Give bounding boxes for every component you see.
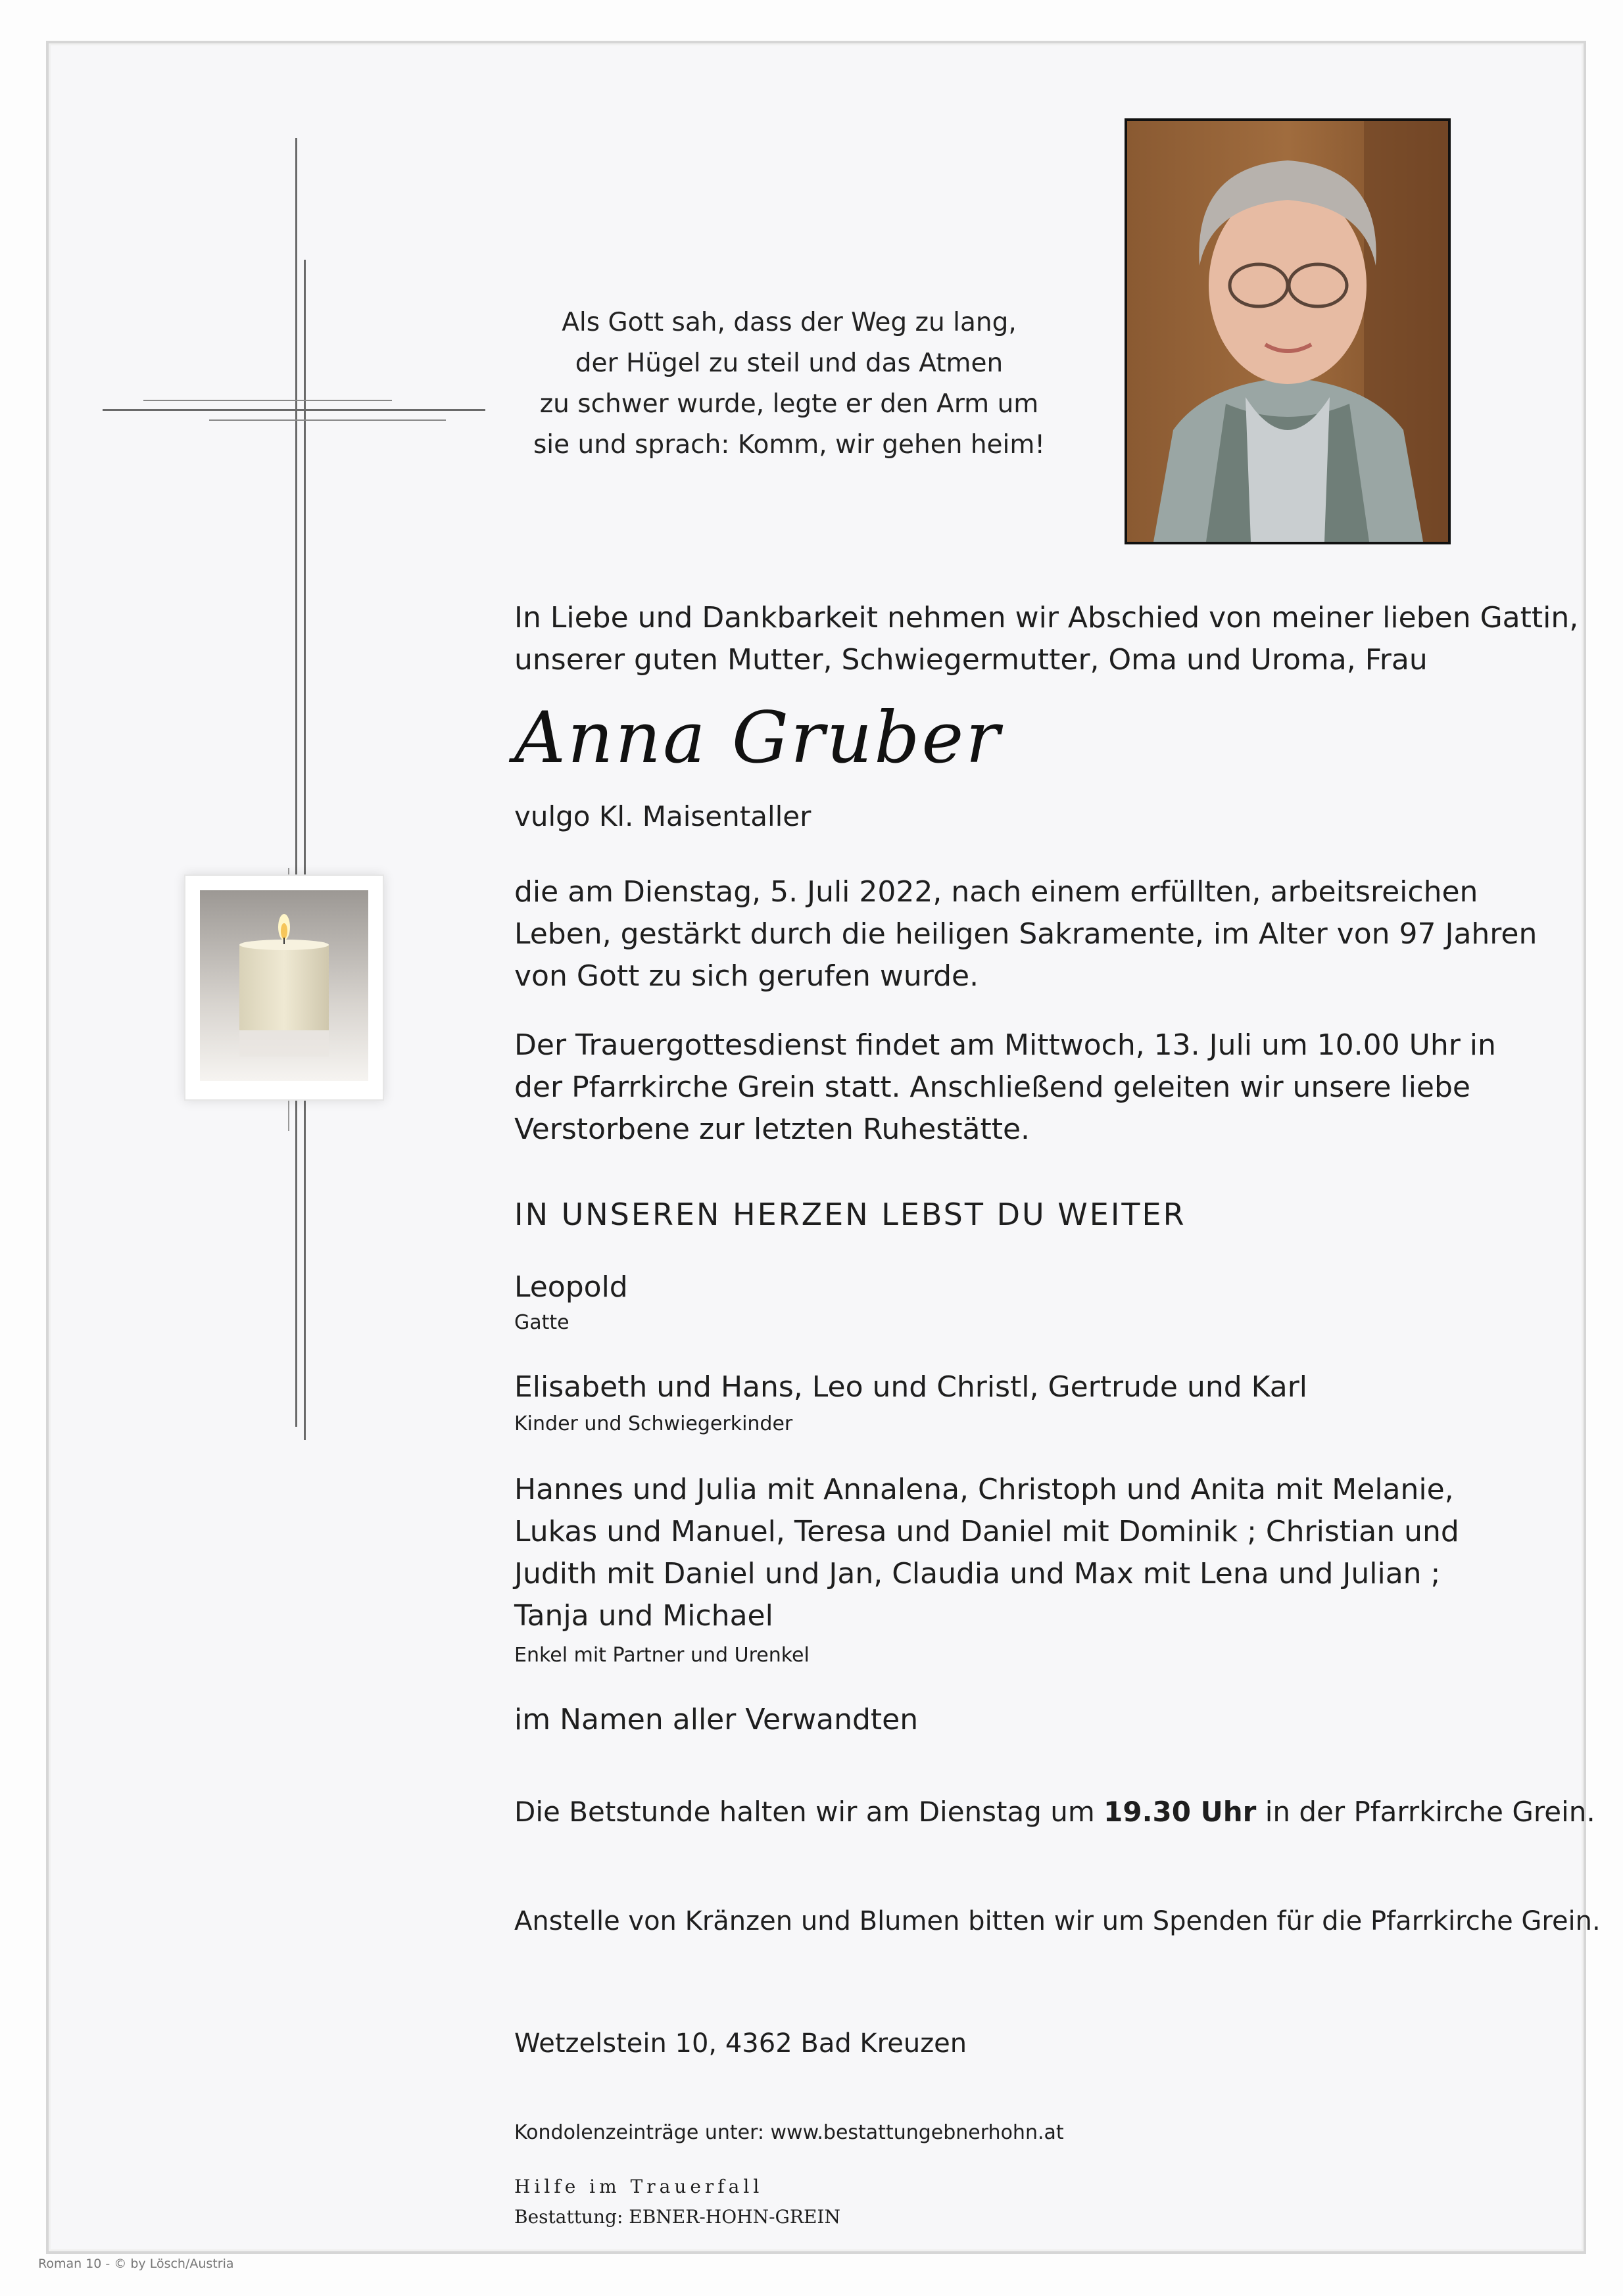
imprint: Roman 10 - © by Lösch/Austria	[38, 2257, 234, 2271]
condolence-link[interactable]: Kondolenzeinträge unter: www.bestattungebnerhohn.at	[514, 2121, 1064, 2144]
grandchildren-line: Judith mit Daniel und Jan, Claudia und Max mit Lena und Julian ;	[514, 1557, 1441, 1590]
grandchildren-role: Enkel mit Partner und Urenkel	[514, 1644, 810, 1667]
undertaker-name: Bestattung: EBNER-HOHN-GREIN	[514, 2206, 840, 2228]
prayer-hour-text: Die Betstunde halten wir am Dienstag um	[514, 1796, 1104, 1828]
undertaker-slogan: Hilfe im Trauerfall	[514, 2176, 763, 2197]
funeral-line: Der Trauergottesdienst findet am Mittwoch, 13. Juli um 10.00 Uhr in	[514, 1028, 1496, 1062]
portrait-photo	[1125, 118, 1451, 544]
death-notice	[514, 871, 1537, 997]
family-address: Wetzelstein 10, 4362 Bad Kreuzen	[514, 2028, 967, 2059]
quote-line: zu schwer wurde, legte er den Arm um	[539, 389, 1039, 419]
grandchildren-line: Hannes und Julia mit Annalena, Christoph und Anita mit Melanie,	[514, 1473, 1454, 1506]
death-notice-line: von Gott zu sich gerufen wurde.	[514, 959, 979, 993]
funeral-line: der Pfarrkirche Grein statt. Anschließend geleiten wir unsere liebe	[514, 1070, 1470, 1104]
spouse-name: Leopold	[514, 1270, 628, 1304]
grandchildren-line: Lukas und Manuel, Teresa und Daniel mit Dominik ; Christian und	[514, 1515, 1459, 1548]
death-notice-line: Leben, gestärkt durch die heiligen Sakramente, im Alter von 97 Jahren	[514, 917, 1538, 951]
funeral-line: Verstorbene zur letzten Ruhestätte.	[514, 1112, 1030, 1146]
funeral-info	[514, 1024, 1496, 1151]
intro-line: unserer guten Mutter, Schwiegermutter, Oma und Uroma, Frau	[514, 643, 1428, 677]
grandchildren-line: Tanja und Michael	[514, 1599, 773, 1633]
prayer-hour	[514, 1791, 1595, 1833]
relatives-line: im Namen aller Verwandten	[514, 1703, 919, 1736]
candle-image	[184, 874, 384, 1101]
children-role: Kinder und Schwiegerkinder	[514, 1412, 793, 1435]
intro-line: In Liebe und Dankbarkeit nehmen wir Abschied von meiner lieben Gattin,	[514, 601, 1579, 634]
deceased-alias: vulgo Kl. Maisentaller	[514, 800, 811, 832]
quote-line: sie und sprach: Komm, wir gehen heim!	[533, 430, 1046, 460]
donation-request: Anstelle von Kränzen und Blumen bitten wir um Spenden für die Pfarrkirche Grein.	[514, 1906, 1601, 1936]
memorial-heading: IN UNSEREN HERZEN LEBST DU WEITER	[514, 1197, 1186, 1232]
prayer-hour-location: in der Pfarrkirche Grein.	[1256, 1796, 1595, 1828]
grandchildren-names	[514, 1469, 1459, 1637]
spouse-role: Gatte	[514, 1311, 569, 1334]
quote-line: Als Gott sah, dass der Weg zu lang,	[562, 308, 1017, 337]
deceased-name: Anna Gruber	[514, 697, 1002, 779]
quote-line: der Hügel zu steil und das Atmen	[575, 348, 1004, 378]
prayer-hour-time: 19.30 Uhr	[1103, 1796, 1257, 1828]
death-notice-line: die am Dienstag, 5. Juli 2022, nach einem erfüllten, arbeitsreichen	[514, 875, 1478, 909]
intro-text	[514, 597, 1578, 681]
children-names: Elisabeth und Hans, Leo und Christl, Gertrude und Karl	[514, 1370, 1308, 1404]
quote-block	[513, 302, 1065, 466]
